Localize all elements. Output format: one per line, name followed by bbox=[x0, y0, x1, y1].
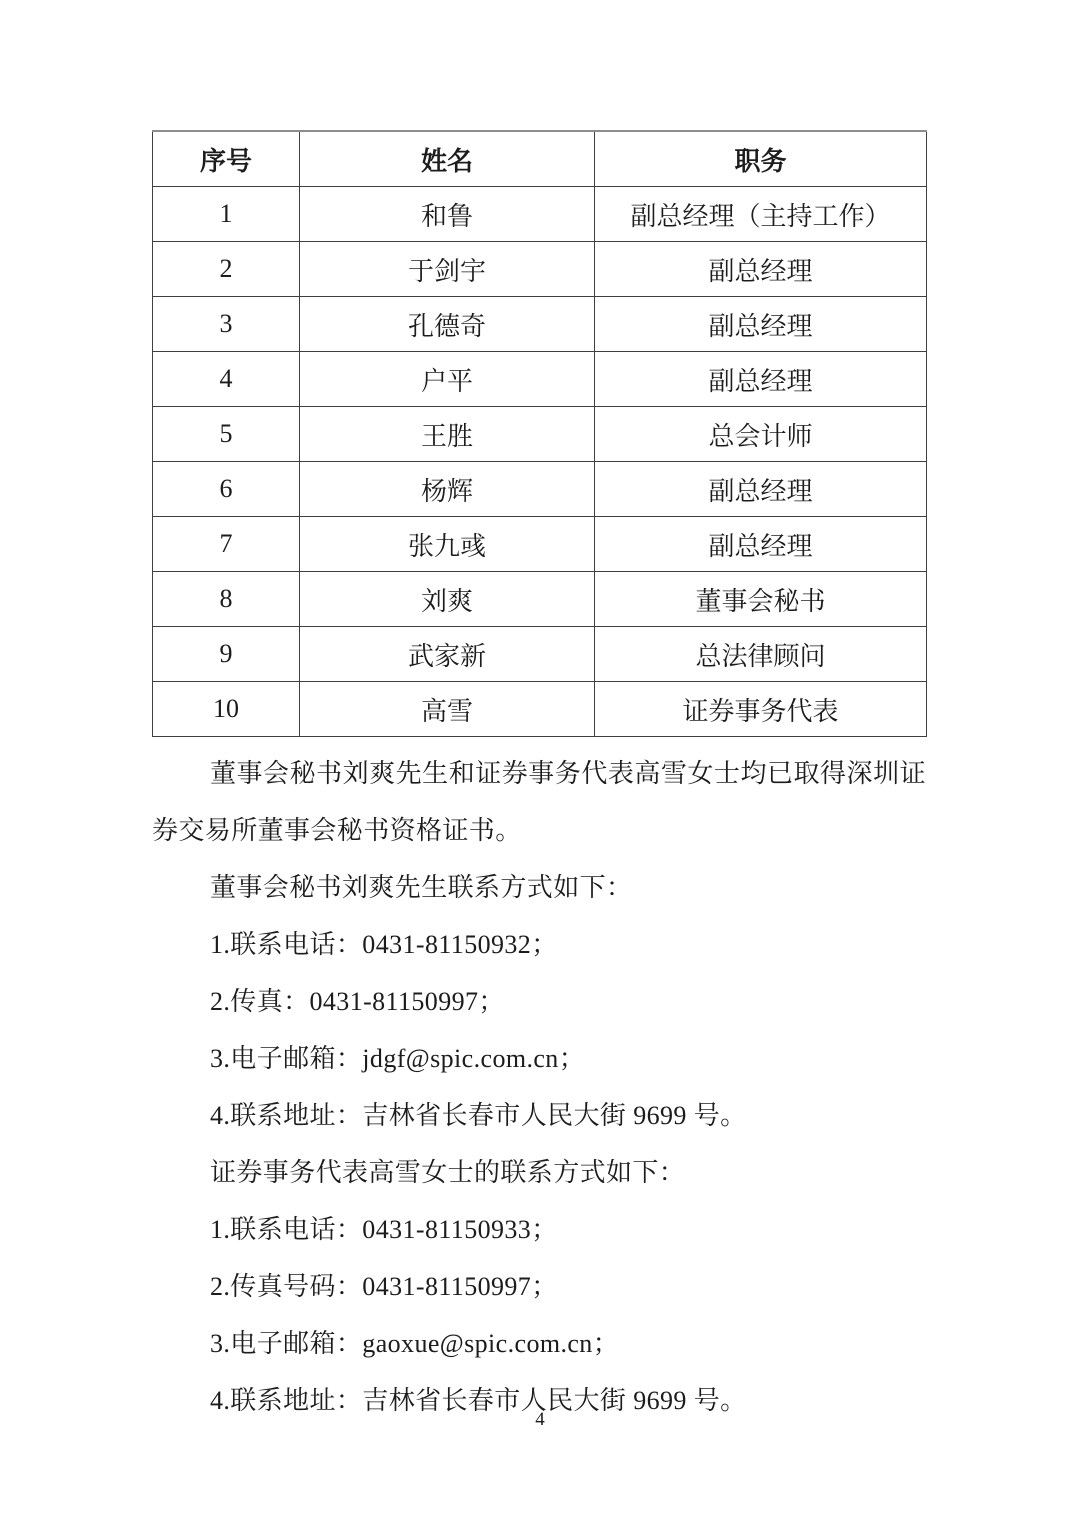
table-row bbox=[153, 297, 927, 352]
table-row bbox=[153, 352, 927, 407]
table-row bbox=[153, 572, 927, 627]
row-seq: 6 bbox=[153, 462, 300, 517]
row-position: 副总经理 bbox=[595, 352, 927, 407]
row-name: 张九彧 bbox=[300, 517, 595, 572]
row-seq: 1 bbox=[153, 187, 300, 242]
row-position: 董事会秘书 bbox=[595, 572, 927, 627]
body-line: 证券事务代表高雪女士的联系方式如下： bbox=[210, 1158, 686, 1187]
body-line: 董事会秘书刘爽先生和证券事务代表高雪女士均已取得深圳证 bbox=[210, 759, 926, 788]
row-position: 副总经理 bbox=[595, 462, 927, 517]
body-line: 2.传真：0431-81150997； bbox=[210, 987, 505, 1016]
row-seq: 7 bbox=[153, 517, 300, 572]
body-line: 3.电子邮箱：gaoxue@spic.com.cn； bbox=[210, 1329, 620, 1358]
table-row bbox=[153, 187, 927, 242]
row-seq: 5 bbox=[153, 407, 300, 462]
body-line: 4.联系地址：吉林省长春市人民大街 9699 号。 bbox=[210, 1386, 747, 1415]
body-line: 4.联系地址：吉林省长春市人民大街 9699 号。 bbox=[210, 1101, 747, 1130]
row-seq: 2 bbox=[153, 242, 300, 297]
row-position: 副总经理 bbox=[595, 297, 927, 352]
executives-table bbox=[152, 130, 927, 737]
body-line: 3.电子邮箱：jdgf@spic.com.cn； bbox=[210, 1044, 586, 1073]
row-position: 副总经理（主持工作） bbox=[595, 187, 927, 242]
page-number: 4 bbox=[535, 1409, 545, 1430]
table-header-seq: 序号 bbox=[153, 131, 300, 187]
table-row bbox=[153, 242, 927, 297]
table-row bbox=[153, 462, 927, 517]
table-row bbox=[153, 407, 927, 462]
row-name: 于剑宇 bbox=[300, 242, 595, 297]
row-name: 刘爽 bbox=[300, 572, 595, 627]
row-name: 高雪 bbox=[300, 682, 595, 737]
table-row bbox=[153, 682, 927, 737]
row-name: 武家新 bbox=[300, 627, 595, 682]
table-header-name: 姓名 bbox=[300, 131, 595, 187]
row-position: 副总经理 bbox=[595, 517, 927, 572]
row-seq: 8 bbox=[153, 572, 300, 627]
row-position: 总会计师 bbox=[595, 407, 927, 462]
row-seq: 3 bbox=[153, 297, 300, 352]
table-row bbox=[153, 517, 927, 572]
row-name: 王胜 bbox=[300, 407, 595, 462]
row-seq: 4 bbox=[153, 352, 300, 407]
body-line: 1.联系电话：0431-81150932； bbox=[210, 930, 558, 959]
row-seq: 10 bbox=[153, 682, 300, 737]
page-content bbox=[152, 130, 926, 1429]
row-seq: 9 bbox=[153, 627, 300, 682]
row-name: 孔德奇 bbox=[300, 297, 595, 352]
row-name: 杨辉 bbox=[300, 462, 595, 517]
table-row bbox=[153, 627, 927, 682]
row-name: 和鲁 bbox=[300, 187, 595, 242]
row-position: 总法律顾问 bbox=[595, 627, 927, 682]
body-line: 董事会秘书刘爽先生联系方式如下： bbox=[210, 873, 633, 902]
body-line: 2.传真号码：0431-81150997； bbox=[210, 1272, 558, 1301]
body-line: 1.联系电话：0431-81150933； bbox=[210, 1215, 558, 1244]
row-name: 户平 bbox=[300, 352, 595, 407]
row-position: 证券事务代表 bbox=[595, 682, 927, 737]
row-position: 副总经理 bbox=[595, 242, 927, 297]
body-line: 券交易所董事会秘书资格证书。 bbox=[152, 816, 522, 845]
table-header-position: 职务 bbox=[595, 131, 927, 187]
table-header-row bbox=[153, 131, 927, 187]
body-text bbox=[152, 745, 926, 1429]
